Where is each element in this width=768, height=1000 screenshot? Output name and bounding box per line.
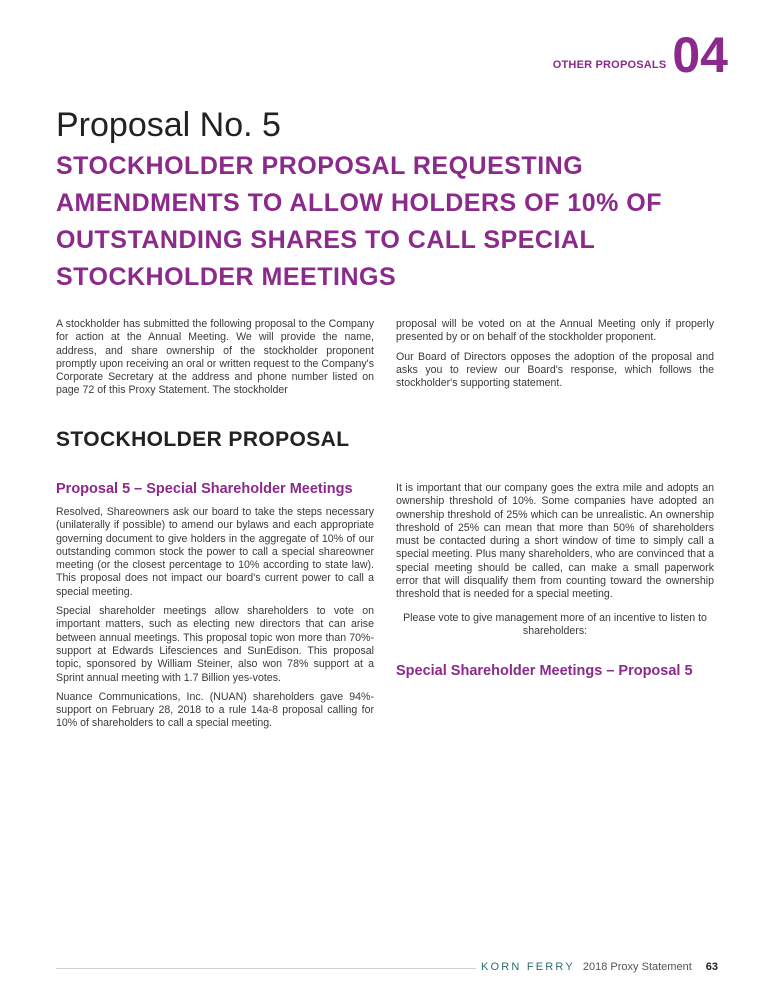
proposal-right-column [396,482,714,688]
proposal-heading: Proposal 5 – Special Shareholder Meetings [56,481,353,497]
page-number: 63 [705,961,718,973]
page-title: Proposal No. 5 [56,106,281,144]
vote-note: Please vote to give management more of an incentive to listen to shareholders: [403,611,707,637]
proposal-paragraph: Nuance Communications, Inc. (NUAN) shareholders gave 94%-support on February 28, 2018 to a rule 14a-8 proposal calling for 10% of shareholders to call a special meeting. [56,690,374,730]
closing-heading: Special Shareholder Meetings – Proposal 5 [396,663,693,680]
intro-left-column [56,318,374,404]
proposal-left-column [56,480,374,737]
intro-paragraph: A stockholder has submitted the following proposal to the Company for action at the Annual Meeting. We will provide the name, address, and share ownership of the stockholder proponent promptly upon receiving an oral or written request to the Company's Corporate Secretary at the address and phone number listed on page 72 of this Proxy Statement. The stockholder [56,318,374,397]
document-name: 2018 Proxy Statement [582,961,692,973]
section-label: OTHER PROPOSALS [552,59,667,71]
proposal-paragraph: It is important that our company goes the extra mile and adopts an ownership threshold of 10%. Some companies have adopted an ownership threshold of 25% which can be unrealistic. An ownership threshold of 25% can mean that more than 50% of shareholders must be contacted during a short window of time to simply call a special meeting. Plus many shareholders, who are convinced that a special meeting should be called, can make a small paperwork error that will disqualify them from counting toward the ownership threshold that is needed for a special meeting. [396,482,714,601]
intro-paragraph: proposal will be voted on at the Annual Meeting only if properly presented by or on behalf of the stockholder proponent. [396,318,714,344]
section-heading: STOCKHOLDER PROPOSAL [56,428,350,451]
brand-logo: KORN FERRY [480,961,575,973]
proposal-paragraph: Resolved, Shareowners ask our board to take the steps necessary (unilaterally if possible) to amend our bylaws and each appropriate governing document to give holders in the aggregate of 10% of our outstanding common stock the power to call a special shareowner meeting (or the closest percentage to 10% according to state law). This proposal does not impact our board's current power to call a special meeting. [56,506,374,598]
intro-right-column [396,318,714,396]
section-tag [552,27,728,83]
intro-paragraph: Our Board of Directors opposes the adoption of the proposal and asks you to review our Board's response, which follows the stockholder's supporting statement. [396,350,714,390]
page-footer [481,961,718,973]
footer-divider [56,968,476,969]
section-number: 04 [672,27,728,83]
page-subtitle: STOCKHOLDER PROPOSAL REQUESTING AMENDMENTS TO ALLOW HOLDERS OF 10% OF OUTSTANDING SHARES TO CALL SPECIAL STOCKHOLDER MEETINGS [56,152,663,291]
proposal-paragraph: Special shareholder meetings allow shareholders to vote on important matters, such as electing new directors that can arise between annual meetings. This proposal topic won more than 70%-support at Edwards Lifesciences and SunEdison. This proposal topic, sponsored by William Steiner, also won 78% support at a Sprint annual meeting with 1.7 Billion yes-votes. [56,605,374,684]
